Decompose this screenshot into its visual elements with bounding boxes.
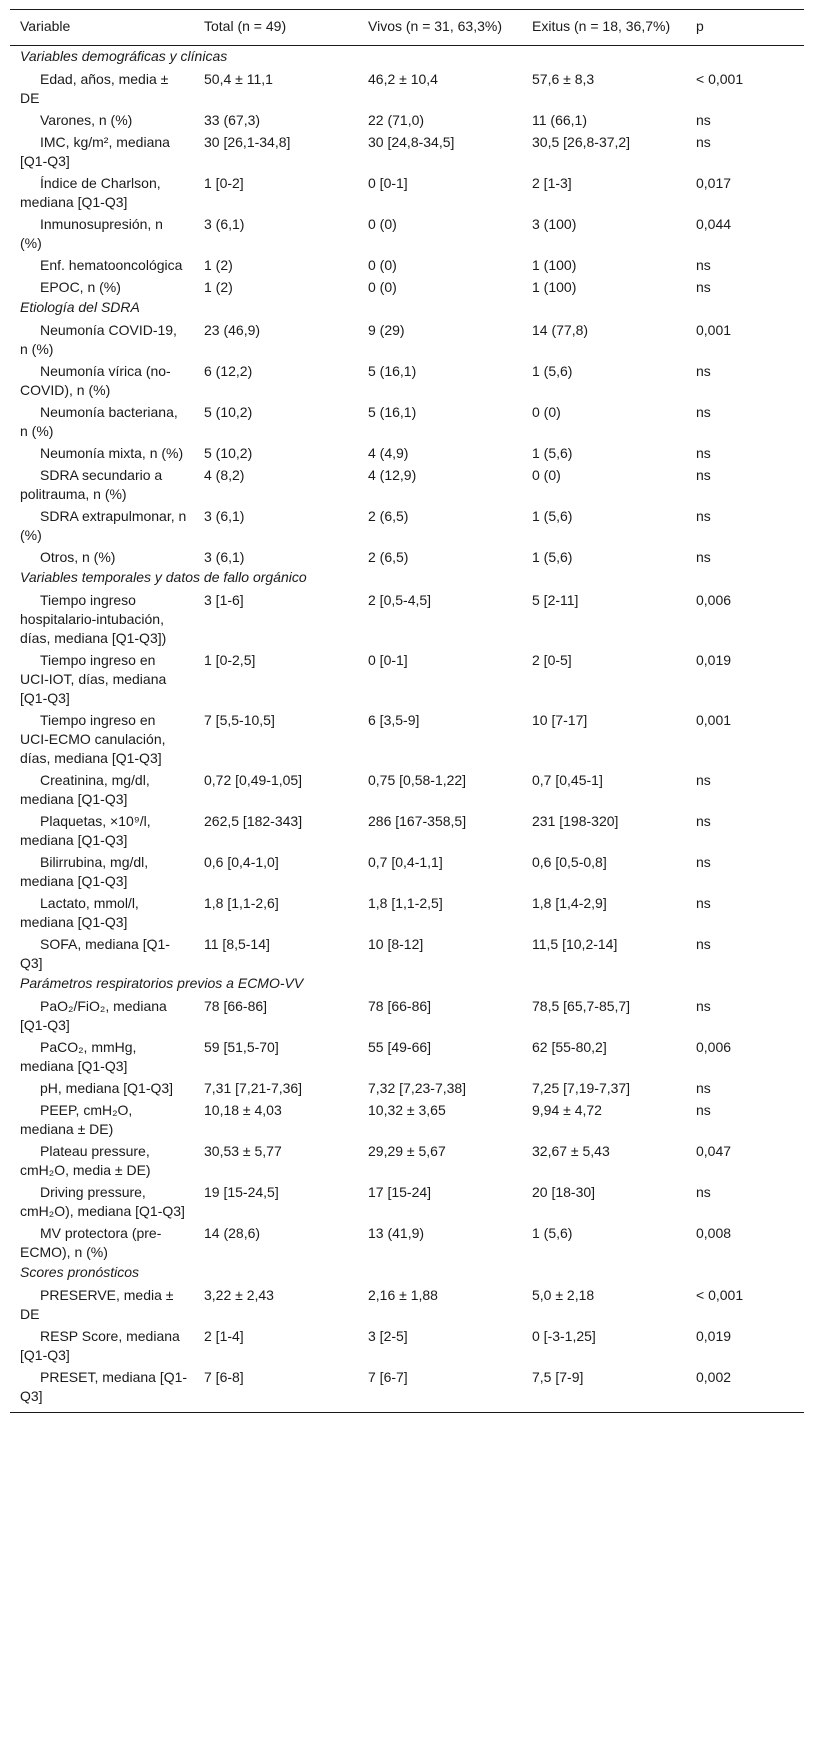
vivos-cell: 4 (4,9) [368, 445, 409, 461]
vivos-cell: 17 [15-24] [368, 1184, 432, 1200]
exitus-cell: 14 (77,8) [532, 322, 589, 338]
total-cell: 1,8 [1,1-2,6] [204, 895, 279, 911]
total-cell: 7 [6-8] [204, 1369, 244, 1385]
total-cell: 19 [15-24,5] [204, 1184, 279, 1200]
table-row [10, 359, 804, 400]
vivos-cell: 10,32 ± 3,65 [368, 1102, 446, 1118]
vivos-cell: 5 (16,1) [368, 404, 417, 420]
vivos-cell: 29,29 ± 5,67 [368, 1143, 446, 1159]
header-total: Total (n = 49) [204, 18, 287, 34]
variable-cell: Neumonía COVID-19, n (%) [20, 322, 177, 357]
table-row [10, 400, 804, 441]
section-header-row [10, 297, 804, 318]
total-cell: 4 (8,2) [204, 467, 245, 483]
vivos-cell: 0,75 [0,58-1,22] [368, 772, 467, 788]
vivos-cell: 286 [167-358,5] [368, 813, 467, 829]
p-value-cell: ns [696, 772, 711, 788]
table-row [10, 648, 804, 708]
variable-cell: Tiempo ingreso en UCI-ECMO canulación, días, mediana [Q1-Q3] [20, 712, 166, 766]
total-cell: 1 [0-2] [204, 175, 244, 191]
variable-cell: Inmunosupresión, n (%) [20, 216, 163, 251]
exitus-cell: 7,5 [7-9] [532, 1369, 584, 1385]
total-cell: 3,22 ± 2,43 [204, 1287, 274, 1303]
vivos-cell: 78 [66-86] [368, 998, 432, 1014]
vivos-cell: 4 (12,9) [368, 467, 417, 483]
section-title: Variables demográficas y clínicas [20, 48, 228, 64]
total-cell: 1 [0-2,5] [204, 652, 256, 668]
variable-cell: MV protectora (pre-ECMO), n (%) [20, 1225, 162, 1260]
variable-cell: RESP Score, mediana [Q1-Q3] [20, 1328, 180, 1363]
p-value-cell: ns [696, 813, 711, 829]
exitus-cell: 11 (66,1) [532, 112, 587, 128]
section-title: Parámetros respiratorios previos a ECMO-VV [20, 975, 304, 991]
exitus-cell: 1 (5,6) [532, 445, 573, 461]
table-row [10, 545, 804, 567]
vivos-cell: 3 [2-5] [368, 1328, 408, 1344]
vivos-cell: 0,7 [0,4-1,1] [368, 854, 443, 870]
variable-cell: EPOC, n (%) [40, 279, 121, 295]
vivos-cell: 5 (16,1) [368, 363, 417, 379]
total-cell: 30 [26,1-34,8] [204, 134, 291, 150]
variable-cell: Tiempo ingreso hospitalario-intubación, días, mediana [Q1-Q3]) [20, 592, 167, 646]
variable-cell: Plaquetas, ×10⁹/l, mediana [Q1-Q3] [20, 813, 151, 848]
total-cell: 7 [5,5-10,5] [204, 712, 275, 728]
total-cell: 7,31 [7,21-7,36] [204, 1080, 303, 1096]
vivos-cell: 22 (71,0) [368, 112, 425, 128]
exitus-cell: 2 [1-3] [532, 175, 572, 191]
table-row [10, 932, 804, 973]
p-value-cell: < 0,001 [696, 1287, 744, 1303]
vivos-cell: 9 (29) [368, 322, 405, 338]
exitus-cell: 0,7 [0,45-1] [532, 772, 603, 788]
vivos-cell: 0 (0) [368, 216, 397, 232]
vivos-cell: 10 [8-12] [368, 936, 424, 952]
section-title: Scores pronósticos [20, 1264, 140, 1280]
variable-cell: Índice de Charlson, mediana [Q1-Q3] [20, 175, 161, 210]
p-value-cell: ns [696, 467, 711, 483]
table-row [10, 253, 804, 275]
p-value-cell: ns [696, 549, 711, 565]
table-row [10, 212, 804, 253]
table-row [10, 67, 804, 108]
table-row [10, 1035, 804, 1076]
results-table-container [10, 9, 804, 1413]
table-row [10, 809, 804, 850]
exitus-cell: 9,94 ± 4,72 [532, 1102, 602, 1118]
total-cell: 5 (10,2) [204, 445, 253, 461]
variable-cell: Neumonía mixta, n (%) [40, 445, 184, 461]
p-value-cell: 0,001 [696, 322, 732, 338]
exitus-cell: 57,6 ± 8,3 [532, 71, 595, 87]
vivos-cell: 30 [24,8-34,5] [368, 134, 455, 150]
table-row [10, 1180, 804, 1221]
variable-cell: Lactato, mmol/l, mediana [Q1-Q3] [20, 895, 139, 930]
p-value-cell: ns [696, 445, 711, 461]
table-row [10, 1139, 804, 1180]
table-bottom-rule [10, 1412, 804, 1413]
exitus-cell: 231 [198-320] [532, 813, 619, 829]
variable-cell: PRESERVE, media ± DE [20, 1287, 174, 1322]
total-cell: 23 (46,9) [204, 322, 261, 338]
variable-cell: pH, mediana [Q1-Q3] [40, 1080, 174, 1096]
table-row [10, 130, 804, 171]
p-value-cell: 0,017 [696, 175, 732, 191]
exitus-cell: 10 [7-17] [532, 712, 588, 728]
p-value-cell: 0,006 [696, 1039, 732, 1055]
vivos-cell: 55 [49-66] [368, 1039, 432, 1055]
p-value-cell: < 0,001 [696, 71, 744, 87]
exitus-cell: 0 [-3-1,25] [532, 1328, 596, 1344]
table-row [10, 850, 804, 891]
total-cell: 1 (2) [204, 279, 233, 295]
total-cell: 59 [51,5-70] [204, 1039, 279, 1055]
table-row [10, 994, 804, 1035]
variable-cell: PaO₂/FiO₂, mediana [Q1-Q3] [20, 998, 167, 1033]
vivos-cell: 1,8 [1,1-2,5] [368, 895, 443, 911]
exitus-cell: 1 (100) [532, 279, 577, 295]
variable-cell: Enf. hematooncológica [40, 257, 183, 273]
exitus-cell: 3 (100) [532, 216, 577, 232]
variable-cell: Edad, años, media ± DE [20, 71, 169, 106]
vivos-cell: 7,32 [7,23-7,38] [368, 1080, 467, 1096]
variable-cell: PRESET, mediana [Q1-Q3] [20, 1369, 188, 1404]
total-cell: 3 (6,1) [204, 216, 245, 232]
total-cell: 3 (6,1) [204, 508, 245, 524]
p-value-cell: ns [696, 1184, 711, 1200]
vivos-cell: 6 [3,5-9] [368, 712, 420, 728]
p-value-cell: 0,001 [696, 712, 732, 728]
total-cell: 50,4 ± 11,1 [204, 71, 273, 87]
variable-cell: Tiempo ingreso en UCI-IOT, días, mediana [Q1-Q3] [20, 652, 167, 706]
total-cell: 10,18 ± 4,03 [204, 1102, 282, 1118]
exitus-cell: 11,5 [10,2-14] [532, 936, 618, 952]
variable-cell: Neumonía vírica (no-COVID), n (%) [20, 363, 171, 398]
section-title: Etiología del SDRA [20, 299, 140, 315]
table-row [10, 275, 804, 297]
vivos-cell: 13 (41,9) [368, 1225, 425, 1241]
table-row [10, 504, 804, 545]
vivos-cell: 0 (0) [368, 257, 397, 273]
total-cell: 3 (6,1) [204, 549, 245, 565]
section-header-row [10, 46, 804, 68]
p-value-cell: ns [696, 895, 711, 911]
section-header-row [10, 1262, 804, 1283]
total-cell: 0,72 [0,49-1,05] [204, 772, 303, 788]
table-row [10, 441, 804, 463]
p-value-cell: 0,008 [696, 1225, 732, 1241]
total-cell: 30,53 ± 5,77 [204, 1143, 282, 1159]
exitus-cell: 1 (5,6) [532, 549, 573, 565]
p-value-cell: ns [696, 134, 711, 150]
p-value-cell: 0,047 [696, 1143, 732, 1159]
table-row [10, 171, 804, 212]
variable-cell: PaCO₂, mmHg, mediana [Q1-Q3] [20, 1039, 137, 1074]
variable-cell: Plateau pressure, cmH₂O, media ± DE) [20, 1143, 151, 1178]
table-row [10, 1324, 804, 1365]
p-value-cell: ns [696, 257, 711, 273]
vivos-cell: 0 [0-1] [368, 175, 408, 191]
variable-cell: Bilirrubina, mg/dl, mediana [Q1-Q3] [20, 854, 149, 889]
table-row [10, 1283, 804, 1324]
p-value-cell: 0,019 [696, 652, 732, 668]
table-row [10, 768, 804, 809]
exitus-cell: 20 [18-30] [532, 1184, 596, 1200]
variable-cell: IMC, kg/m², mediana [Q1-Q3] [20, 134, 170, 169]
variable-cell: PEEP, cmH₂O, mediana ± DE) [20, 1102, 133, 1137]
table-row [10, 891, 804, 932]
header-p: p [696, 18, 704, 34]
table-row [10, 318, 804, 359]
header-exitus: Exitus (n = 18, 36,7%) [532, 18, 671, 34]
vivos-cell: 2 (6,5) [368, 508, 409, 524]
results-table [10, 9, 804, 1406]
variable-cell: Creatinina, mg/dl, mediana [Q1-Q3] [20, 772, 150, 807]
p-value-cell: ns [696, 279, 711, 295]
vivos-cell: 0 [0-1] [368, 652, 408, 668]
exitus-cell: 0,6 [0,5-0,8] [532, 854, 607, 870]
total-cell: 3 [1-6] [204, 592, 244, 608]
section-header-row [10, 973, 804, 994]
table-row [10, 463, 804, 504]
exitus-cell: 62 [55-80,2] [532, 1039, 607, 1055]
p-value-cell: ns [696, 1080, 711, 1096]
p-value-cell: 0,006 [696, 592, 732, 608]
p-value-cell: ns [696, 404, 711, 420]
total-cell: 262,5 [182-343] [204, 813, 303, 829]
exitus-cell: 0 (0) [532, 467, 561, 483]
exitus-cell: 1 (5,6) [532, 508, 573, 524]
exitus-cell: 1 (100) [532, 257, 577, 273]
vivos-cell: 2 [0,5-4,5] [368, 592, 432, 608]
p-value-cell: 0,044 [696, 216, 732, 232]
exitus-cell: 1 (5,6) [532, 363, 573, 379]
total-cell: 2 [1-4] [204, 1328, 244, 1344]
table-row [10, 1221, 804, 1262]
exitus-cell: 7,25 [7,19-7,37] [532, 1080, 631, 1096]
p-value-cell: ns [696, 363, 711, 379]
total-cell: 1 (2) [204, 257, 233, 273]
table-row [10, 588, 804, 648]
exitus-cell: 32,67 ± 5,43 [532, 1143, 610, 1159]
p-value-cell: ns [696, 936, 711, 952]
table-row [10, 708, 804, 768]
section-title: Variables temporales y datos de fallo orgánico [20, 569, 307, 585]
variable-cell: SDRA extrapulmonar, n (%) [20, 508, 187, 543]
table-header [10, 10, 804, 46]
vivos-cell: 2,16 ± 1,88 [368, 1287, 438, 1303]
p-value-cell: 0,019 [696, 1328, 732, 1344]
section-header-row [10, 567, 804, 588]
header-variable: Variable [20, 18, 71, 34]
table-row [10, 1365, 804, 1406]
exitus-cell: 0 (0) [532, 404, 561, 420]
vivos-cell: 46,2 ± 10,4 [368, 71, 438, 87]
vivos-cell: 2 (6,5) [368, 549, 409, 565]
table-row [10, 1098, 804, 1139]
variable-cell: SDRA secundario a politrauma, n (%) [20, 467, 163, 502]
total-cell: 5 (10,2) [204, 404, 253, 420]
p-value-cell: ns [696, 112, 711, 128]
p-value-cell: ns [696, 998, 711, 1014]
variable-cell: Neumonía bacteriana, n (%) [20, 404, 178, 439]
total-cell: 14 (28,6) [204, 1225, 261, 1241]
variable-cell: Driving pressure, cmH₂O), mediana [Q1-Q3] [20, 1184, 185, 1219]
exitus-cell: 1 (5,6) [532, 1225, 573, 1241]
p-value-cell: 0,002 [696, 1369, 732, 1385]
p-value-cell: ns [696, 854, 711, 870]
vivos-cell: 7 [6-7] [368, 1369, 408, 1385]
header-row [10, 10, 804, 46]
variable-cell: Otros, n (%) [40, 549, 116, 565]
total-cell: 0,6 [0,4-1,0] [204, 854, 279, 870]
p-value-cell: ns [696, 1102, 711, 1118]
table-row [10, 1076, 804, 1098]
variable-cell: SOFA, mediana [Q1-Q3] [20, 936, 170, 971]
exitus-cell: 78,5 [65,7-85,7] [532, 998, 631, 1014]
p-value-cell: ns [696, 508, 711, 524]
vivos-cell: 0 (0) [368, 279, 397, 295]
header-vivos: Vivos (n = 31, 63,3%) [368, 18, 502, 34]
exitus-cell: 2 [0-5] [532, 652, 572, 668]
total-cell: 6 (12,2) [204, 363, 253, 379]
table-row [10, 108, 804, 130]
exitus-cell: 30,5 [26,8-37,2] [532, 134, 631, 150]
variable-cell: Varones, n (%) [40, 112, 133, 128]
total-cell: 33 (67,3) [204, 112, 261, 128]
exitus-cell: 5,0 ± 2,18 [532, 1287, 595, 1303]
total-cell: 11 [8,5-14] [204, 936, 270, 952]
exitus-cell: 1,8 [1,4-2,9] [532, 895, 607, 911]
total-cell: 78 [66-86] [204, 998, 268, 1014]
table-body [10, 46, 804, 1407]
exitus-cell: 5 [2-11] [532, 592, 579, 608]
